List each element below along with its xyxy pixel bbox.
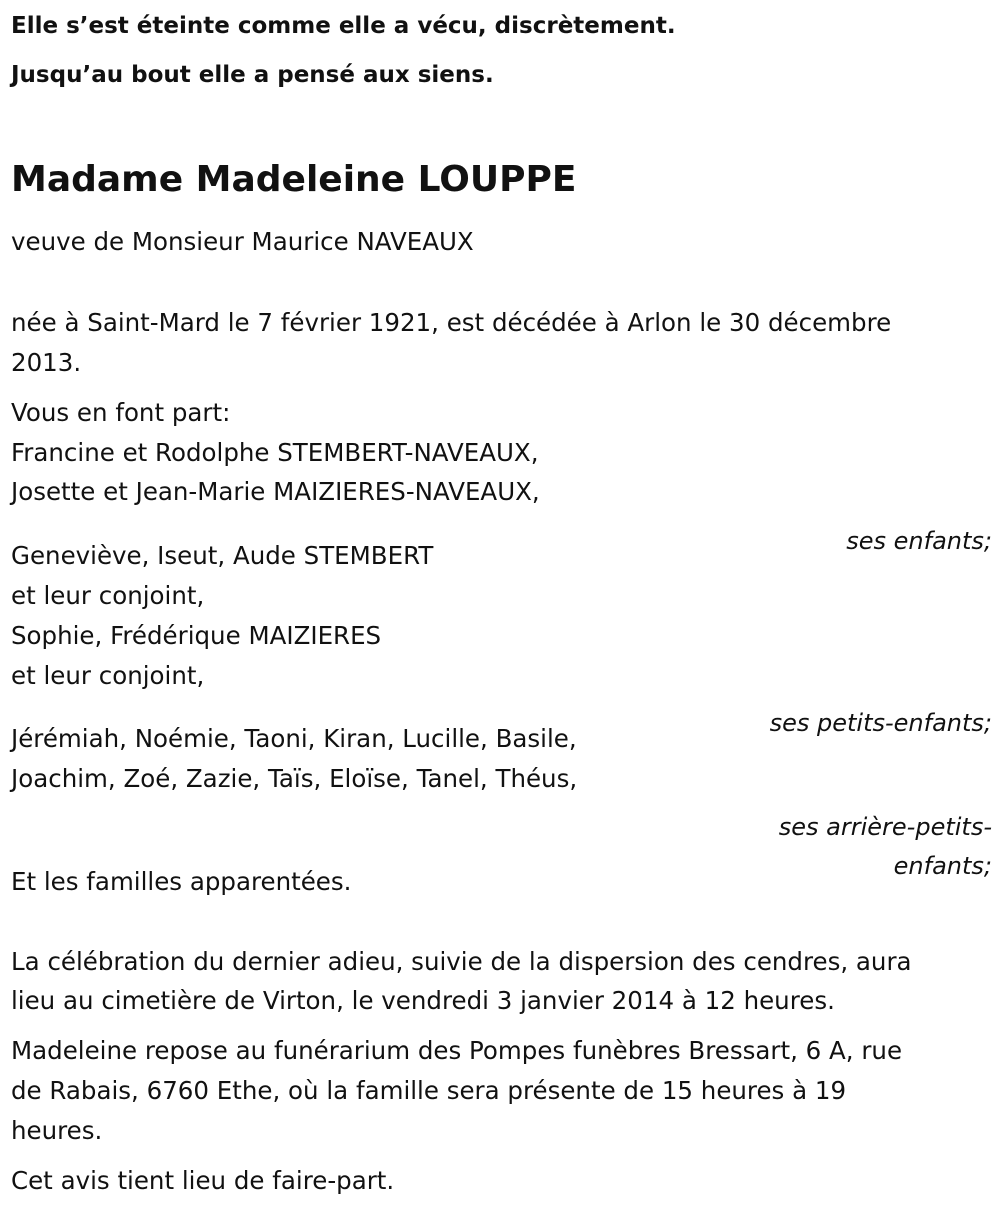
relatives: Et les familles apparentées. [11,867,352,896]
epitaph-line-2: Jusqu’au bout elle a pensé aux siens. [11,62,494,88]
grandchild-name: Geneviève, Iseut, Aude STEMBERT [11,541,434,570]
birth-death-line-2: 2013. [11,348,82,377]
children-label: ses enfants; [846,527,992,555]
great-grandchild-name: Jérémiah, Noémie, Taoni, Kiran, Lucille, Basile, [11,724,577,753]
funeral-home-line-2: de Rabais, 6760 Ethe, où la famille sera présente de 15 heures à 19 [11,1076,847,1105]
great-grandchildren-label-line-1: ses arrière-petits- [778,813,992,841]
grandchild-name: et leur conjoint, [11,661,205,690]
child-name: Josette et Jean-Marie MAIZIERES-NAVEAUX, [11,477,540,506]
epitaph-line-1: Elle s’est éteinte comme elle a vécu, discrètement. [11,13,676,39]
birth-death-line-1: née à Saint-Mard le 7 février 1921, est décédée à Arlon le 30 décembre [11,308,892,337]
grandchildren-label: ses petits-enfants; [769,709,992,737]
great-grandchild-name: Joachim, Zoé, Zazie, Taïs, Eloïse, Tanel, Théus, [11,764,578,793]
widow-of: veuve de Monsieur Maurice NAVEAUX [11,227,474,256]
ceremony-line-2: lieu au cimetière de Virton, le vendredi 3 janvier 2014 à 12 heures. [11,986,835,1015]
closing-note: Cet avis tient lieu de faire-part. [11,1166,395,1195]
ceremony-line-1: La célébration du dernier adieu, suivie de la dispersion des cendres, aura [11,947,912,976]
deceased-name: Madame Madeleine LOUPPE [11,159,577,201]
funeral-home-line-1: Madeleine repose au funérarium des Pompes funèbres Bressart, 6 A, rue [11,1036,903,1065]
funeral-home-line-3: heures. [11,1116,103,1145]
grandchild-name: et leur conjoint, [11,581,205,610]
great-grandchildren-label-line-2: enfants; [893,852,992,880]
grandchild-name: Sophie, Frédérique MAIZIERES [11,621,382,650]
announcement-intro: Vous en font part: [11,398,231,427]
child-name: Francine et Rodolphe STEMBERT-NAVEAUX, [11,438,539,467]
